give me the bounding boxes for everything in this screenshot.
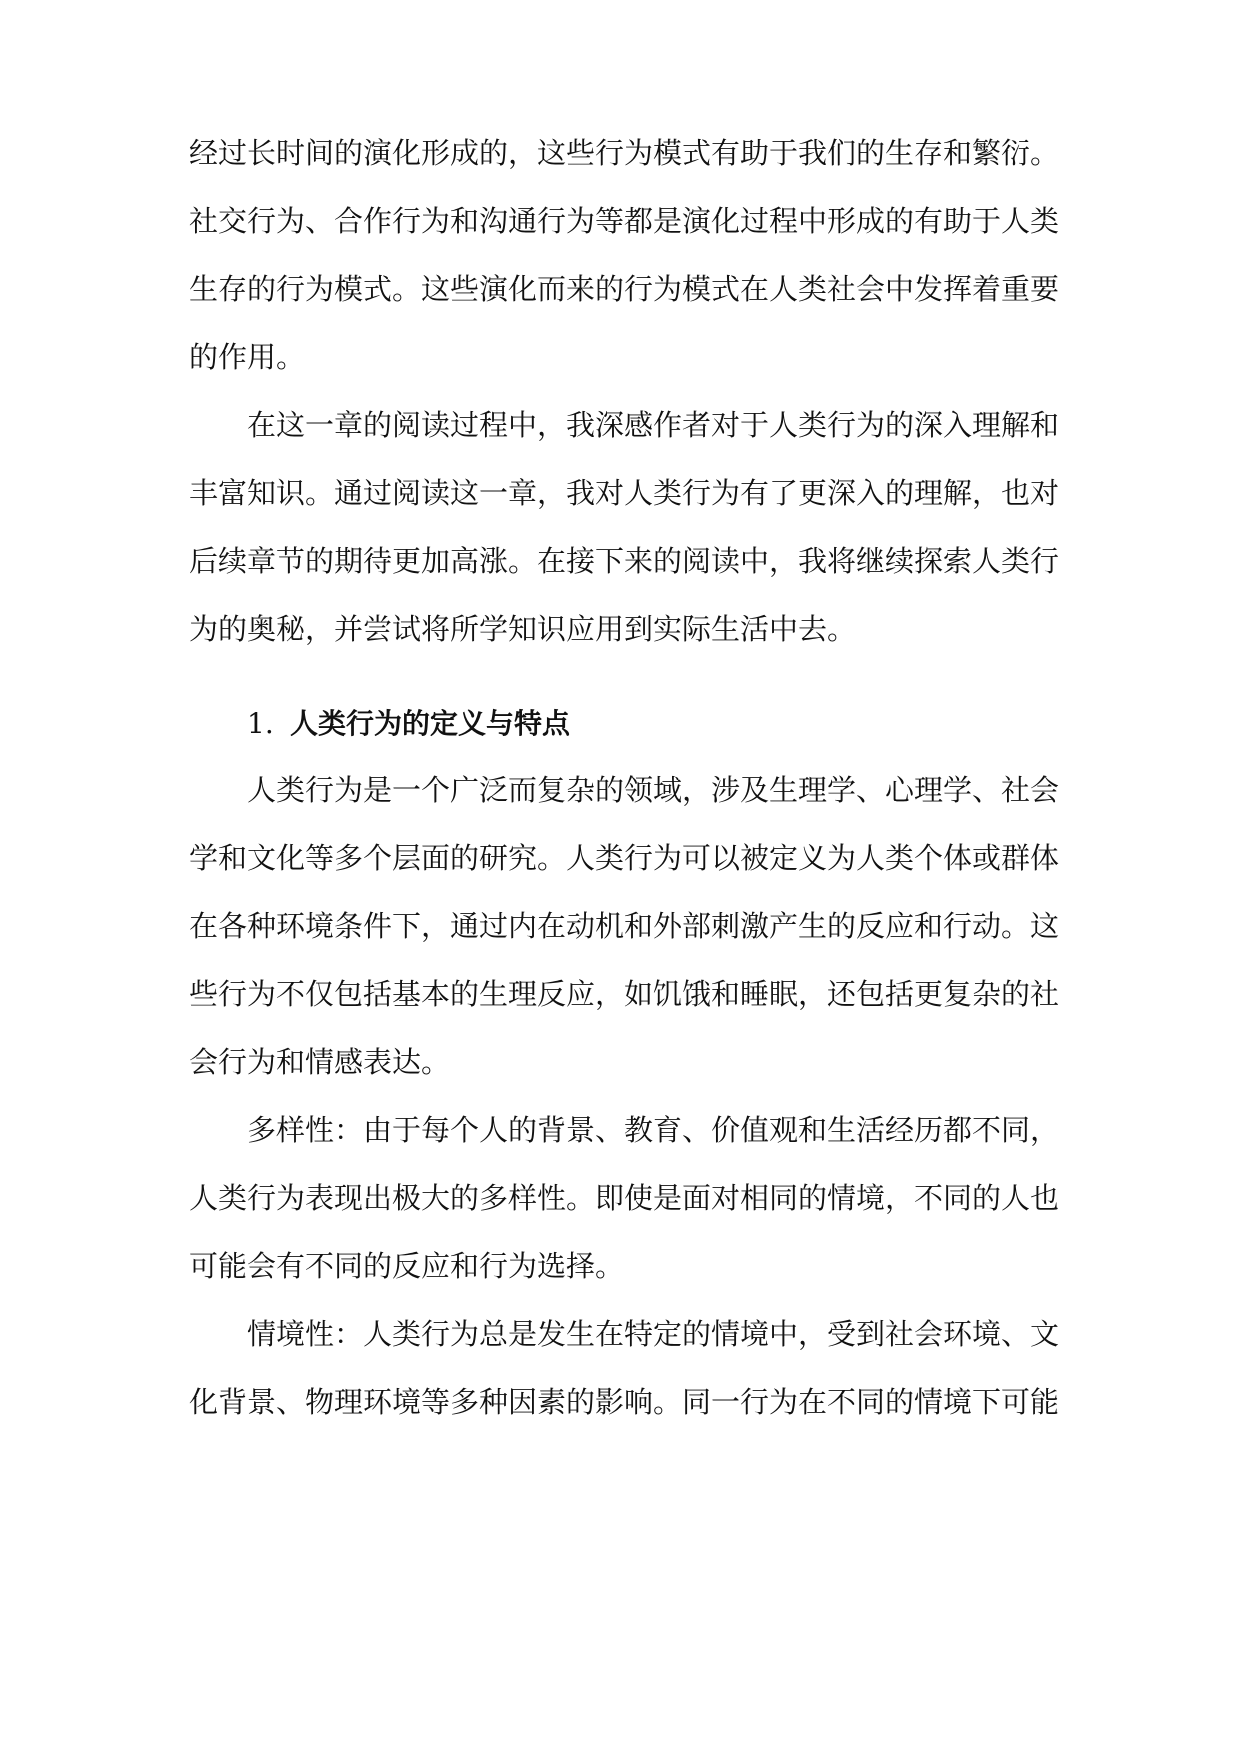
- paragraph-3-line-4: 些行为不仅包括基本的生理反应，如饥饿和睡眠，还包括更复杂的社: [189, 977, 1060, 1011]
- paragraph-3-line-5: 会行为和情感表达。: [189, 1045, 451, 1079]
- paragraph-4-line-1: 多样性：由于每个人的背景、教育、价值观和生活经历都不同，: [247, 1113, 1060, 1147]
- paragraph-2-line-1: 在这一章的阅读过程中，我深感作者对于人类行为的深入理解和: [247, 408, 1060, 442]
- paragraph-1-line-1: 经过长时间的演化形成的，这些行为模式有助于我们的生存和繁衍。: [189, 136, 1060, 170]
- paragraph-1-line-4: 的作用。: [189, 340, 306, 374]
- paragraph-3-line-3: 在各种环境条件下，通过内在动机和外部刺激产生的反应和行动。这: [189, 909, 1060, 943]
- section-heading: [247, 704, 1127, 744]
- paragraph-5-line-1: 情境性：人类行为总是发生在特定的情境中，受到社会环境、文: [247, 1317, 1060, 1351]
- paragraph-2-line-3: 后续章节的期待更加高涨。在接下来的阅读中，我将继续探索人类行: [189, 544, 1060, 578]
- section-heading-title: 人类行为的定义与特点: [290, 707, 571, 740]
- paragraph-4-line-3: 可能会有不同的反应和行为选择。: [189, 1249, 625, 1283]
- paragraph-2-line-2: 丰富知识。通过阅读这一章，我对人类行为有了更深入的理解，也对: [189, 476, 1060, 510]
- paragraph-3-line-2: 学和文化等多个层面的研究。人类行为可以被定义为人类个体或群体: [189, 841, 1060, 875]
- paragraph-1-line-2: 社交行为、合作行为和沟通行为等都是演化过程中形成的有助于人类: [189, 204, 1060, 238]
- section-heading-number: 1.: [247, 707, 274, 740]
- paragraph-4-line-2: 人类行为表现出极大的多样性。即使是面对相同的情境，不同的人也: [189, 1181, 1060, 1215]
- paragraph-3-line-1: 人类行为是一个广泛而复杂的领域，涉及生理学、心理学、社会: [247, 773, 1060, 807]
- paragraph-1-line-3: 生存的行为模式。这些演化而来的行为模式在人类社会中发挥着重要: [189, 272, 1060, 306]
- paragraph-5-line-2: 化背景、物理环境等多种因素的影响。同一行为在不同的情境下可能: [189, 1385, 1060, 1419]
- paragraph-2-line-4: 为的奥秘，并尝试将所学知识应用到实际生活中去。: [189, 612, 857, 646]
